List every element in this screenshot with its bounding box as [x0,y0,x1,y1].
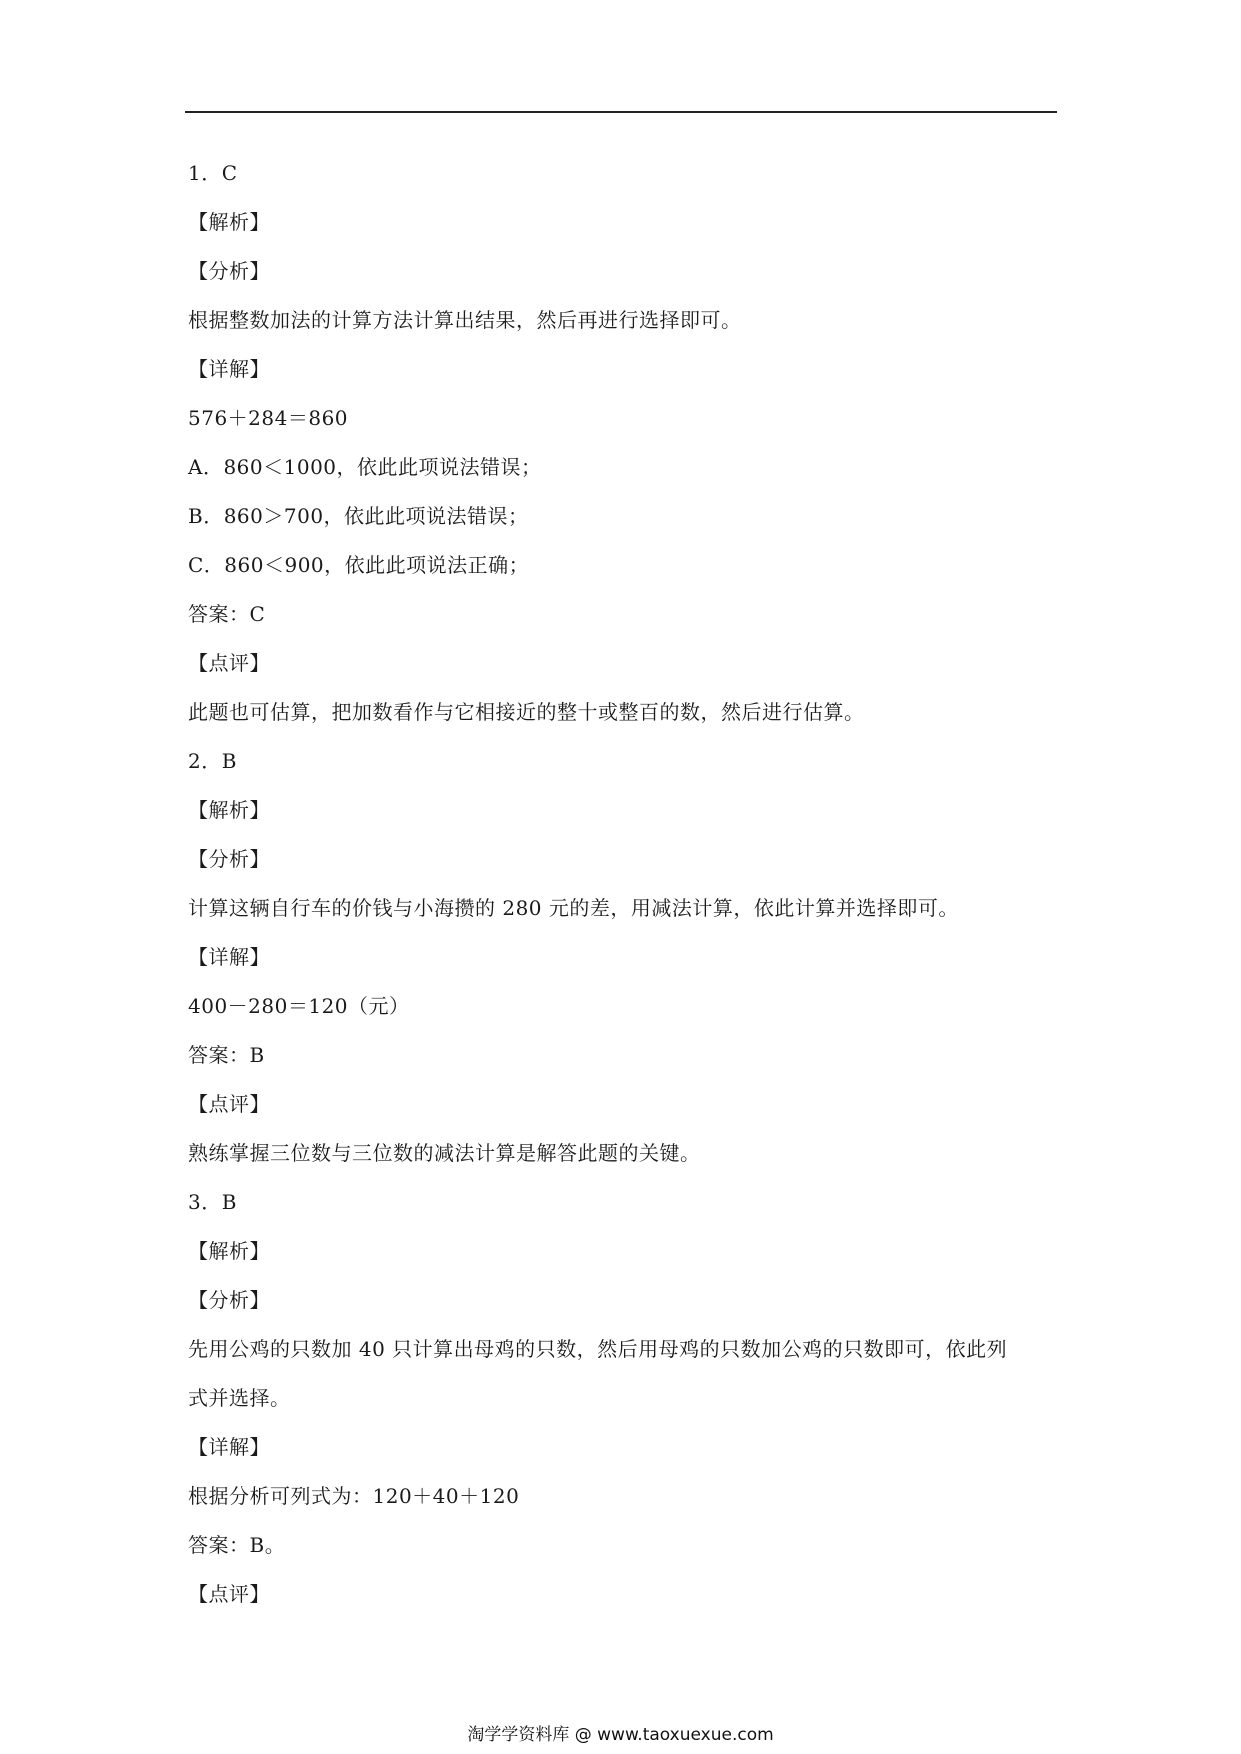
answer-content [188,149,1060,1619]
analysis-text: 根据整数加法的计算方法计算出结果，然后再进行选择即可。 [188,308,742,332]
equation: 576＋284＝860 [188,406,349,430]
comment-text: 熟练掌握三位数与三位数的减法计算是解答此题的关键。 [188,1141,701,1165]
option-a-text: A．860＜1000，依此此项说法错误； [188,455,542,479]
equation: 400－280＝120（元） [188,994,410,1018]
answer-3-label: 3．B [188,1190,237,1214]
section-heading-fenxi: 【分析】 [188,847,270,871]
answer-text: 答案：B [188,1043,265,1067]
equation: 根据分析可列式为：120＋40＋120 [188,1484,520,1508]
footer-watermark: 淘学学资料库 @ www.taoxuexue.com [467,1725,774,1745]
answer-2-label: 2．B [188,749,237,773]
option-b-text: B．860＞700，依此此项说法错误； [188,504,529,528]
answer-text: 答案：C [188,602,266,626]
section-heading-dianping: 【点评】 [188,1582,270,1606]
section-heading-jiexi: 【解析】 [188,210,270,234]
section-heading-fenxi: 【分析】 [188,1288,270,1312]
answer-1-label: 1．C [188,161,238,185]
answer-text: 答案：B。 [188,1533,286,1557]
analysis-text: 先用公鸡的只数加 40 只计算出母鸡的只数，然后用母鸡的只数加公鸡的只数即可，依此列 [188,1337,1008,1361]
section-heading-xiangjie: 【详解】 [188,357,270,381]
header-rule [185,111,1057,113]
section-heading-xiangjie: 【详解】 [188,945,270,969]
analysis-text-continued: 式并选择。 [188,1386,291,1410]
section-heading-xiangjie: 【详解】 [188,1435,270,1459]
section-heading-dianping: 【点评】 [188,1092,270,1116]
comment-text: 此题也可估算，把加数看作与它相接近的整十或整百的数，然后进行估算。 [188,700,865,724]
section-heading-fenxi: 【分析】 [188,259,270,283]
section-heading-jiexi: 【解析】 [188,1239,270,1263]
analysis-text: 计算这辆自行车的价钱与小海攒的 280 元的差，用减法计算，依此计算并选择即可。 [188,896,959,920]
option-c-text: C．860＜900，依此此项说法正确； [188,553,530,577]
section-heading-dianping: 【点评】 [188,651,270,675]
section-heading-jiexi: 【解析】 [188,798,270,822]
